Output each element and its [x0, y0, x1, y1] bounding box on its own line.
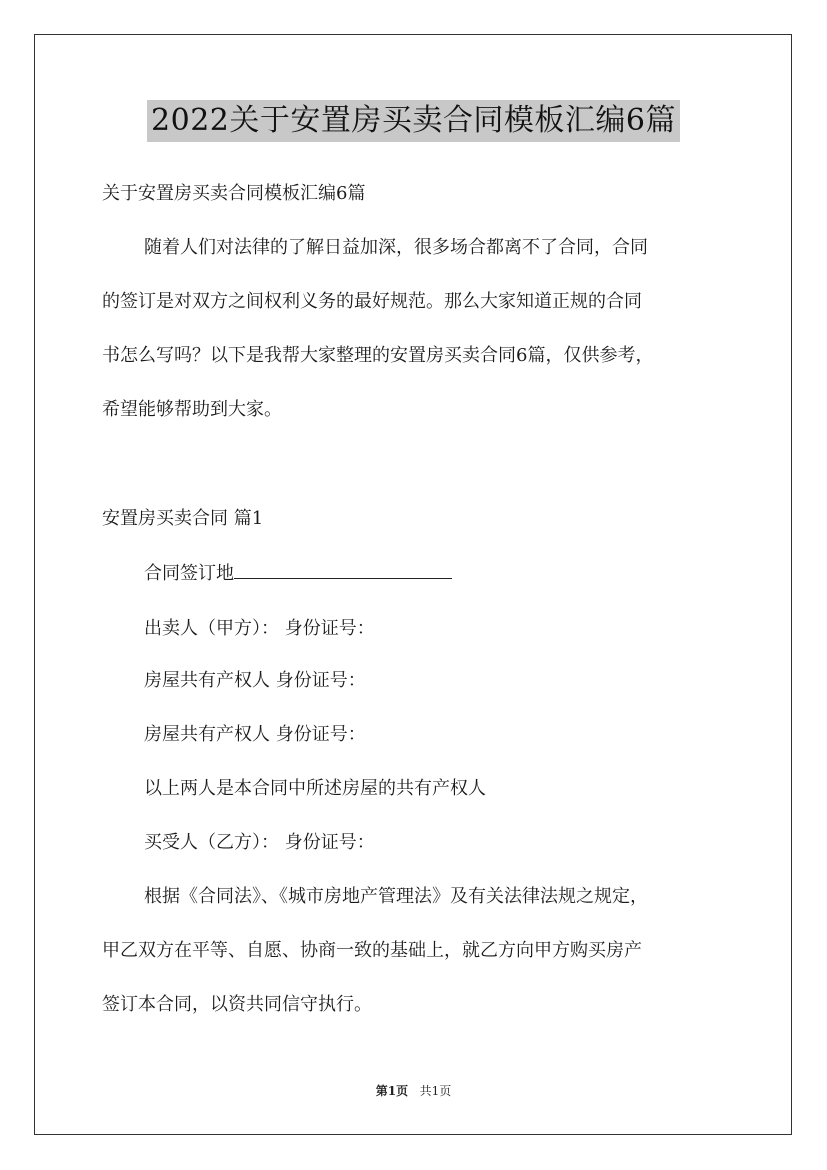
page-number: 第1页	[375, 1084, 409, 1098]
title-container	[0, 100, 827, 142]
contract-body-line-2: 甲乙双方在平等、自愿、协商一致的基础上，就乙方向甲方购买房产	[102, 940, 642, 961]
intro-line-1: 随着人们对法律的了解日益加深，很多场合都离不了合同，合同	[144, 237, 648, 258]
intro-line-3: 书怎么写吗？以下是我帮大家整理的安置房买卖合同6篇，仅供参考，	[102, 345, 654, 366]
page-footer	[0, 1083, 827, 1099]
co-owner-note: 以上两人是本合同中所述房屋的共有产权人	[144, 778, 486, 799]
contract-body-line-3: 签订本合同，以资共同信守执行。	[102, 994, 372, 1015]
intro-line-2: 的签订是对双方之间权利义务的最好规范。那么大家知道正规的合同	[102, 291, 642, 312]
signing-place-line	[144, 562, 452, 586]
buyer-line: 买受人（乙方）： 身份证号：	[144, 832, 375, 853]
section-heading: 安置房买卖合同 篇1	[102, 508, 264, 529]
signing-place-label: 合同签订地	[144, 563, 234, 584]
co-owner-line-1: 房屋共有产权人 身份证号：	[144, 670, 366, 691]
contract-body-line-1: 根据《合同法》、《城市房地产管理法》及有关法律法规之规定，	[144, 886, 648, 907]
signing-place-blank	[234, 562, 452, 579]
document-subtitle: 关于安置房买卖合同模板汇编6篇	[102, 183, 366, 204]
page-total: 共1页	[419, 1084, 452, 1098]
document-title: 2022关于安置房买卖合同模板汇编6篇	[147, 100, 680, 142]
intro-line-4: 希望能够帮助到大家。	[102, 399, 282, 420]
co-owner-line-2: 房屋共有产权人 身份证号：	[144, 724, 366, 745]
seller-line: 出卖人（甲方）： 身份证号：	[144, 618, 375, 639]
